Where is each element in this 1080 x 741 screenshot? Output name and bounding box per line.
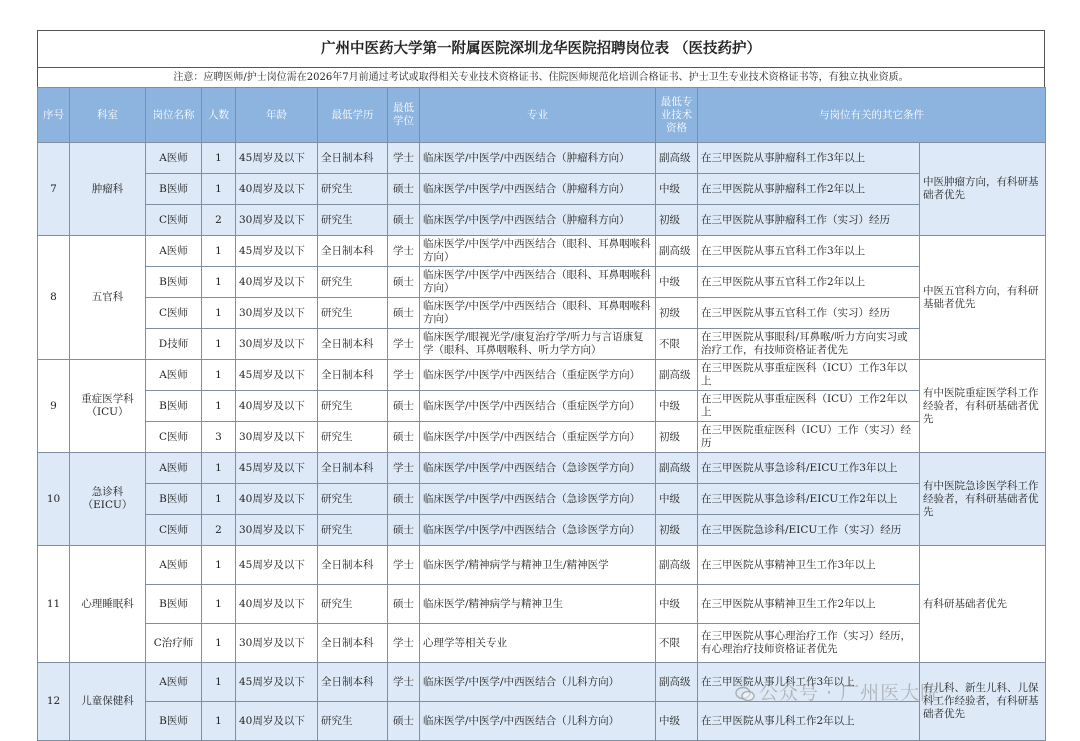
age-requirement: 40周岁及以下 xyxy=(236,391,318,422)
header-no: 序号 xyxy=(38,88,70,143)
department-name: 重症医学科（ICU） xyxy=(70,360,146,453)
post-name: A医师 xyxy=(146,360,202,391)
major-requirement: 心理学等相关专业 xyxy=(420,624,656,663)
headcount: 1 xyxy=(202,484,236,515)
headcount: 1 xyxy=(202,546,236,585)
row-number: 12 xyxy=(38,663,70,741)
professional-title: 初级 xyxy=(656,515,698,546)
major-requirement: 临床医学/中医学/中西医结合（重症医学方向） xyxy=(420,391,656,422)
headcount: 2 xyxy=(202,205,236,236)
condition-text: 在三甲医院从事五官科工作2年以上 xyxy=(698,267,920,298)
headcount: 1 xyxy=(202,585,236,624)
table-row xyxy=(38,205,1046,236)
age-requirement: 30周岁及以下 xyxy=(236,205,318,236)
education-requirement: 研究生 xyxy=(318,702,388,741)
post-name: A医师 xyxy=(146,453,202,484)
table-row xyxy=(38,515,1046,546)
row-number: 9 xyxy=(38,360,70,453)
post-name: D技师 xyxy=(146,329,202,360)
degree-requirement: 学士 xyxy=(388,360,420,391)
notice-text: 注意：应聘医师/护士岗位需在2026年7月前通过考试或取得相关专业技术资格证书、住院医师规范化培训合格证书、护士卫生专业技术资格证书等，有独立执业资质。 xyxy=(37,67,1045,87)
condition-text: 在三甲医院从事儿科工作3年以上 xyxy=(698,663,920,702)
table-row xyxy=(38,174,1046,205)
recruitment-table-sheet xyxy=(37,30,1045,741)
professional-title: 副高级 xyxy=(656,360,698,391)
condition-text: 在三甲医院从事心理治疗工作（实习）经历，有心理治疗技师资格证者优先 xyxy=(698,624,920,663)
professional-title: 中级 xyxy=(656,391,698,422)
table-title: 广州中医药大学第一附属医院深圳龙华医院招聘岗位表 （医技药护） xyxy=(37,30,1045,67)
table-row xyxy=(38,422,1046,453)
major-requirement: 临床医学/中医学/中西医结合（眼科、耳鼻咽喉科方向） xyxy=(420,236,656,267)
degree-requirement: 硕士 xyxy=(388,267,420,298)
headcount: 3 xyxy=(202,422,236,453)
degree-requirement: 硕士 xyxy=(388,205,420,236)
age-requirement: 40周岁及以下 xyxy=(236,702,318,741)
professional-title: 不限 xyxy=(656,329,698,360)
education-requirement: 研究生 xyxy=(318,585,388,624)
post-name: A医师 xyxy=(146,663,202,702)
table-row xyxy=(38,298,1046,329)
degree-requirement: 硕士 xyxy=(388,298,420,329)
age-requirement: 45周岁及以下 xyxy=(236,236,318,267)
degree-requirement: 学士 xyxy=(388,546,420,585)
condition-text: 在三甲医院从事五官科工作（实习）经历 xyxy=(698,298,920,329)
condition-text: 在三甲医院从事儿科工作2年以上 xyxy=(698,702,920,741)
major-requirement: 临床医学/中医学/中西医结合（肿瘤科方向） xyxy=(420,174,656,205)
professional-title: 初级 xyxy=(656,422,698,453)
table-row xyxy=(38,585,1046,624)
degree-requirement: 硕士 xyxy=(388,422,420,453)
education-requirement: 研究生 xyxy=(318,174,388,205)
table-header-row xyxy=(38,88,1046,143)
header-degree: 最低学位 xyxy=(388,88,420,143)
degree-requirement: 学士 xyxy=(388,236,420,267)
degree-requirement: 硕士 xyxy=(388,484,420,515)
education-requirement: 研究生 xyxy=(318,298,388,329)
major-requirement: 临床医学/中医学/中西医结合（重症医学方向） xyxy=(420,422,656,453)
condition-text: 在三甲医院从事重症医科（ICU）工作2年以上 xyxy=(698,391,920,422)
education-requirement: 全日制本科 xyxy=(318,360,388,391)
degree-requirement: 硕士 xyxy=(388,391,420,422)
degree-requirement: 学士 xyxy=(388,329,420,360)
education-requirement: 研究生 xyxy=(318,515,388,546)
professional-title: 不限 xyxy=(656,624,698,663)
table-row xyxy=(38,360,1046,391)
professional-title: 副高级 xyxy=(656,453,698,484)
post-name: B医师 xyxy=(146,267,202,298)
department-note: 有儿科、新生儿科、儿保科工作经验者，有科研基础者优先 xyxy=(920,663,1046,741)
headcount: 1 xyxy=(202,360,236,391)
department-name: 肿瘤科 xyxy=(70,143,146,236)
department-note: 有科研基础者优先 xyxy=(920,546,1046,663)
header-title: 最低专业技术资格 xyxy=(656,88,698,143)
major-requirement: 临床医学/中医学/中西医结合（儿科方向） xyxy=(420,702,656,741)
age-requirement: 30周岁及以下 xyxy=(236,624,318,663)
department-note: 有中医院重症医学科工作经验者，有科研基础者优先 xyxy=(920,360,1046,453)
major-requirement: 临床医学/中医学/中西医结合（儿科方向） xyxy=(420,663,656,702)
table-row xyxy=(38,484,1046,515)
professional-title: 副高级 xyxy=(656,236,698,267)
age-requirement: 40周岁及以下 xyxy=(236,585,318,624)
department-note: 中医五官科方向，有科研基础者优先 xyxy=(920,236,1046,360)
major-requirement: 临床医学/中医学/中西医结合（眼科、耳鼻咽喉科方向） xyxy=(420,298,656,329)
headcount: 2 xyxy=(202,515,236,546)
major-requirement: 临床医学/中医学/中西医结合（急诊医学方向） xyxy=(420,453,656,484)
education-requirement: 研究生 xyxy=(318,484,388,515)
headcount: 1 xyxy=(202,329,236,360)
table-row xyxy=(38,329,1046,360)
post-name: A医师 xyxy=(146,546,202,585)
major-requirement: 临床医学/中医学/中西医结合（肿瘤科方向） xyxy=(420,143,656,174)
education-requirement: 研究生 xyxy=(318,267,388,298)
major-requirement: 临床医学/中医学/中西医结合（重症医学方向） xyxy=(420,360,656,391)
age-requirement: 45周岁及以下 xyxy=(236,453,318,484)
condition-text: 在三甲医院从事五官科工作3年以上 xyxy=(698,236,920,267)
education-requirement: 全日制本科 xyxy=(318,546,388,585)
headcount: 1 xyxy=(202,453,236,484)
major-requirement: 临床医学/中医学/中西医结合（肿瘤科方向） xyxy=(420,205,656,236)
professional-title: 中级 xyxy=(656,174,698,205)
headcount: 1 xyxy=(202,174,236,205)
recruitment-table xyxy=(37,87,1046,741)
education-requirement: 全日制本科 xyxy=(318,236,388,267)
professional-title: 中级 xyxy=(656,702,698,741)
professional-title: 中级 xyxy=(656,267,698,298)
condition-text: 在三甲医院从事肿瘤科工作（实习）经历 xyxy=(698,205,920,236)
education-requirement: 全日制本科 xyxy=(318,143,388,174)
header-conditions: 与岗位有关的其它条件 xyxy=(698,88,1046,143)
age-requirement: 30周岁及以下 xyxy=(236,422,318,453)
professional-title: 副高级 xyxy=(656,143,698,174)
table-row xyxy=(38,453,1046,484)
age-requirement: 30周岁及以下 xyxy=(236,298,318,329)
education-requirement: 全日制本科 xyxy=(318,624,388,663)
education-requirement: 研究生 xyxy=(318,422,388,453)
age-requirement: 30周岁及以下 xyxy=(236,515,318,546)
post-name: B医师 xyxy=(146,702,202,741)
professional-title: 初级 xyxy=(656,205,698,236)
age-requirement: 45周岁及以下 xyxy=(236,546,318,585)
table-row xyxy=(38,702,1046,741)
row-number: 7 xyxy=(38,143,70,236)
table-row xyxy=(38,391,1046,422)
post-name: C治疗师 xyxy=(146,624,202,663)
post-name: B医师 xyxy=(146,484,202,515)
degree-requirement: 学士 xyxy=(388,624,420,663)
condition-text: 在三甲医院从事肿瘤科工作3年以上 xyxy=(698,143,920,174)
degree-requirement: 学士 xyxy=(388,453,420,484)
condition-text: 在三甲医院从事精神卫生工作2年以上 xyxy=(698,585,920,624)
department-name: 五官科 xyxy=(70,236,146,360)
post-name: C医师 xyxy=(146,515,202,546)
table-row xyxy=(38,546,1046,585)
degree-requirement: 硕士 xyxy=(388,515,420,546)
department-note: 有中医院急诊医学科工作经验者，有科研基础者优先 xyxy=(920,453,1046,546)
professional-title: 副高级 xyxy=(656,663,698,702)
professional-title: 中级 xyxy=(656,484,698,515)
age-requirement: 45周岁及以下 xyxy=(236,360,318,391)
headcount: 1 xyxy=(202,236,236,267)
department-name: 心理睡眠科 xyxy=(70,546,146,663)
degree-requirement: 学士 xyxy=(388,663,420,702)
header-dept: 科室 xyxy=(70,88,146,143)
degree-requirement: 硕士 xyxy=(388,174,420,205)
education-requirement: 研究生 xyxy=(318,205,388,236)
professional-title: 副高级 xyxy=(656,546,698,585)
post-name: B医师 xyxy=(146,391,202,422)
watermark-text: 公众号 · 广州医大院 xyxy=(759,682,941,704)
table-row xyxy=(38,236,1046,267)
post-name: C医师 xyxy=(146,422,202,453)
department-note: 中医肿瘤方向，有科研基础者优先 xyxy=(920,143,1046,236)
education-requirement: 全日制本科 xyxy=(318,663,388,702)
header-education: 最低学历 xyxy=(318,88,388,143)
major-requirement: 临床医学/精神病学与精神卫生 xyxy=(420,585,656,624)
headcount: 1 xyxy=(202,391,236,422)
condition-text: 在三甲医院急诊科/EICU工作（实习）经历 xyxy=(698,515,920,546)
major-requirement: 临床医学/中医学/中西医结合（眼科、耳鼻咽喉科方向） xyxy=(420,267,656,298)
education-requirement: 全日制本科 xyxy=(318,329,388,360)
condition-text: 在三甲医院重症医科（ICU）工作（实习）经历 xyxy=(698,422,920,453)
headcount: 1 xyxy=(202,624,236,663)
department-name: 急诊科（EICU） xyxy=(70,453,146,546)
major-requirement: 临床医学/眼视光学/康复治疗学/听力与言语康复学（眼科、耳鼻咽喉科、听力学方向） xyxy=(420,329,656,360)
age-requirement: 30周岁及以下 xyxy=(236,329,318,360)
table-row xyxy=(38,143,1046,174)
headcount: 1 xyxy=(202,298,236,329)
degree-requirement: 学士 xyxy=(388,143,420,174)
headcount: 1 xyxy=(202,663,236,702)
header-age: 年龄 xyxy=(236,88,318,143)
table-row xyxy=(38,624,1046,663)
post-name: A医师 xyxy=(146,236,202,267)
professional-title: 中级 xyxy=(656,585,698,624)
condition-text: 在三甲医院从事重症医科（ICU）工作3年以上 xyxy=(698,360,920,391)
age-requirement: 40周岁及以下 xyxy=(236,484,318,515)
post-name: B医师 xyxy=(146,585,202,624)
row-number: 10 xyxy=(38,453,70,546)
header-count: 人数 xyxy=(202,88,236,143)
post-name: B医师 xyxy=(146,174,202,205)
wechat-icon xyxy=(735,686,755,702)
condition-text: 在三甲医院从事急诊科/EICU工作3年以上 xyxy=(698,453,920,484)
table-body xyxy=(38,143,1046,741)
age-requirement: 45周岁及以下 xyxy=(236,143,318,174)
major-requirement: 临床医学/精神病学与精神卫生/精神医学 xyxy=(420,546,656,585)
post-name: C医师 xyxy=(146,298,202,329)
headcount: 1 xyxy=(202,143,236,174)
professional-title: 初级 xyxy=(656,298,698,329)
age-requirement: 40周岁及以下 xyxy=(236,174,318,205)
degree-requirement: 硕士 xyxy=(388,702,420,741)
watermark xyxy=(735,678,940,705)
major-requirement: 临床医学/中医学/中西医结合（急诊医学方向） xyxy=(420,484,656,515)
header-major: 专业 xyxy=(420,88,656,143)
headcount: 1 xyxy=(202,267,236,298)
row-number: 8 xyxy=(38,236,70,360)
education-requirement: 研究生 xyxy=(318,391,388,422)
row-number: 11 xyxy=(38,546,70,663)
education-requirement: 全日制本科 xyxy=(318,453,388,484)
condition-text: 在三甲医院从事急诊科/EICU工作2年以上 xyxy=(698,484,920,515)
condition-text: 在三甲医院从事肿瘤科工作2年以上 xyxy=(698,174,920,205)
age-requirement: 40周岁及以下 xyxy=(236,267,318,298)
post-name: C医师 xyxy=(146,205,202,236)
header-post: 岗位名称 xyxy=(146,88,202,143)
condition-text: 在三甲医院从事精神卫生工作3年以上 xyxy=(698,546,920,585)
headcount: 1 xyxy=(202,702,236,741)
post-name: A医师 xyxy=(146,143,202,174)
degree-requirement: 硕士 xyxy=(388,585,420,624)
table-row xyxy=(38,267,1046,298)
condition-text: 在三甲医院从事眼科/耳鼻喉/听力方向实习或治疗工作，有技师资格证者优先 xyxy=(698,329,920,360)
major-requirement: 临床医学/中医学/中西医结合（急诊医学方向） xyxy=(420,515,656,546)
age-requirement: 45周岁及以下 xyxy=(236,663,318,702)
department-name: 儿童保健科 xyxy=(70,663,146,741)
